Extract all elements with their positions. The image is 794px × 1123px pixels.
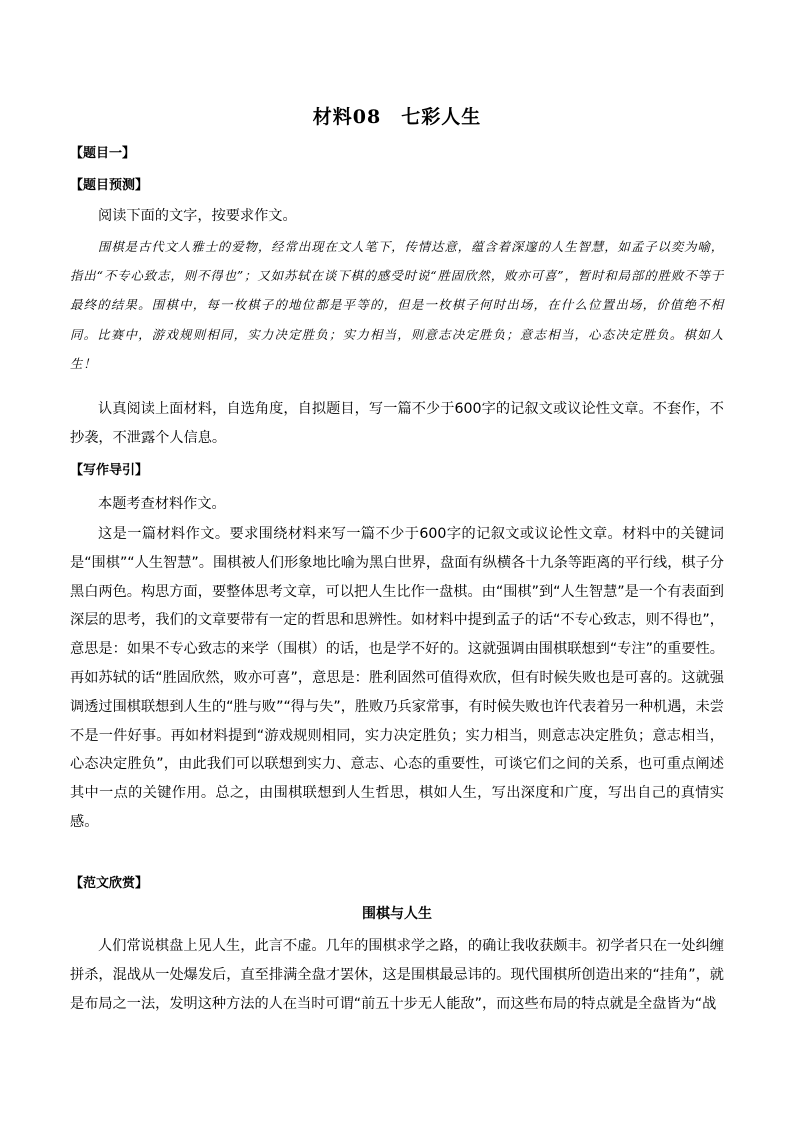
prediction-material: 围棋是古代文人雅士的爱物，经常出现在文人笔下，传情达意，蕴含着深邃的人生智慧，如孟子以奕为喻，指出“不专心致志，则不得也”；又如苏轼在谈下棋的感受时说“胜固欣然，败亦可喜”，暂时和局部的胜败不等于最终的结果。围棋中，每一枚棋子的地位都是平等的，但是一枚棋子何时出场，在什么位置出场，价值绝不相同。比赛中，游戏规则相同，实力决定胜负；实力相当，则意志决定胜负；意志相当，心态决定胜负。棋如人生！ (70, 239, 724, 371)
prediction-instruction: 阅读下面的文字，按要求作文。 (98, 208, 297, 224)
guide-body: 这是一篇材料作文。要求围绕材料来写一篇不少于600字的记叙文或议论性文章。材料中的关键词是“围棋”“人生智慧”。围棋被人们形象地比喻为黑白世界，盘面有纵横各十九条等距离的平行线，棋子分黑白两色。构思方面，要整体思考文章，可以把人生比作一盘棋。由“围棋”到“人生智慧”是一个有表面到深层的思考，我们的文章要带有一定的哲思和思辨性。如材料中提到孟子的话“不专心致志，则不得也”，意思是：如果不专心致志的来学（围棋）的话，也是学不好的。这就强调由围棋联想到“专注”的重要性。再如苏轼的话“胜固欣然，败亦可喜”，意思是：胜利固然可值得欢欣，但有时候失败也是可喜的。这就强调透过围棋联想到人生的“胜与败”“得与失”，胜败乃兵家常事，有时候失败也许代表着另一种机遇，未尝不是一件好事。再如材料提到“游戏规则相同，实力决定胜负；实力相当，则意志决定胜负；意志相当，心态决定胜负”，由此我们可以联想到实力、意志、心态的重要性，可谈它们之间的关系，也可重点阐述其中一点的关键作用。总之，由围棋联想到人生哲思，棋如人生，写出深度和广度，写出自己的真情实感。 (70, 526, 724, 830)
section-label-topic-one: 【题目一】 (70, 146, 136, 161)
prediction-requirement: 认真阅读上面材料，自选角度，自拟题目，写一篇不少于600字的记叙文或议论性文章。不套作，不抄袭，不泄露个人信息。 (70, 401, 724, 446)
essay-paragraph: 人们常说棋盘上见人生，此言不虚。几年的围棋求学之路，的确让我收获颇丰。初学者只在一处纠缠拼杀，混战从一处爆发后，直至排满全盘才罢休，这是围棋最忌讳的。现代围棋所创造出来的“挂角”，就是布局之一法，发明这种方法的人在当时可谓“前五十步无人能敌”，而这些布局的特点就是全盘皆为“战 (70, 938, 724, 1012)
section-label-model-essay: 【范文欣赏】 (70, 876, 149, 891)
guide-intro: 本题考查材料作文。 (98, 496, 226, 512)
section-label-guide: 【写作导引】 (70, 463, 149, 478)
essay-title: 围棋与人生 (362, 906, 432, 922)
section-label-prediction: 【题目预测】 (70, 178, 149, 193)
page-title: 材料08 七彩人生 (312, 106, 482, 128)
